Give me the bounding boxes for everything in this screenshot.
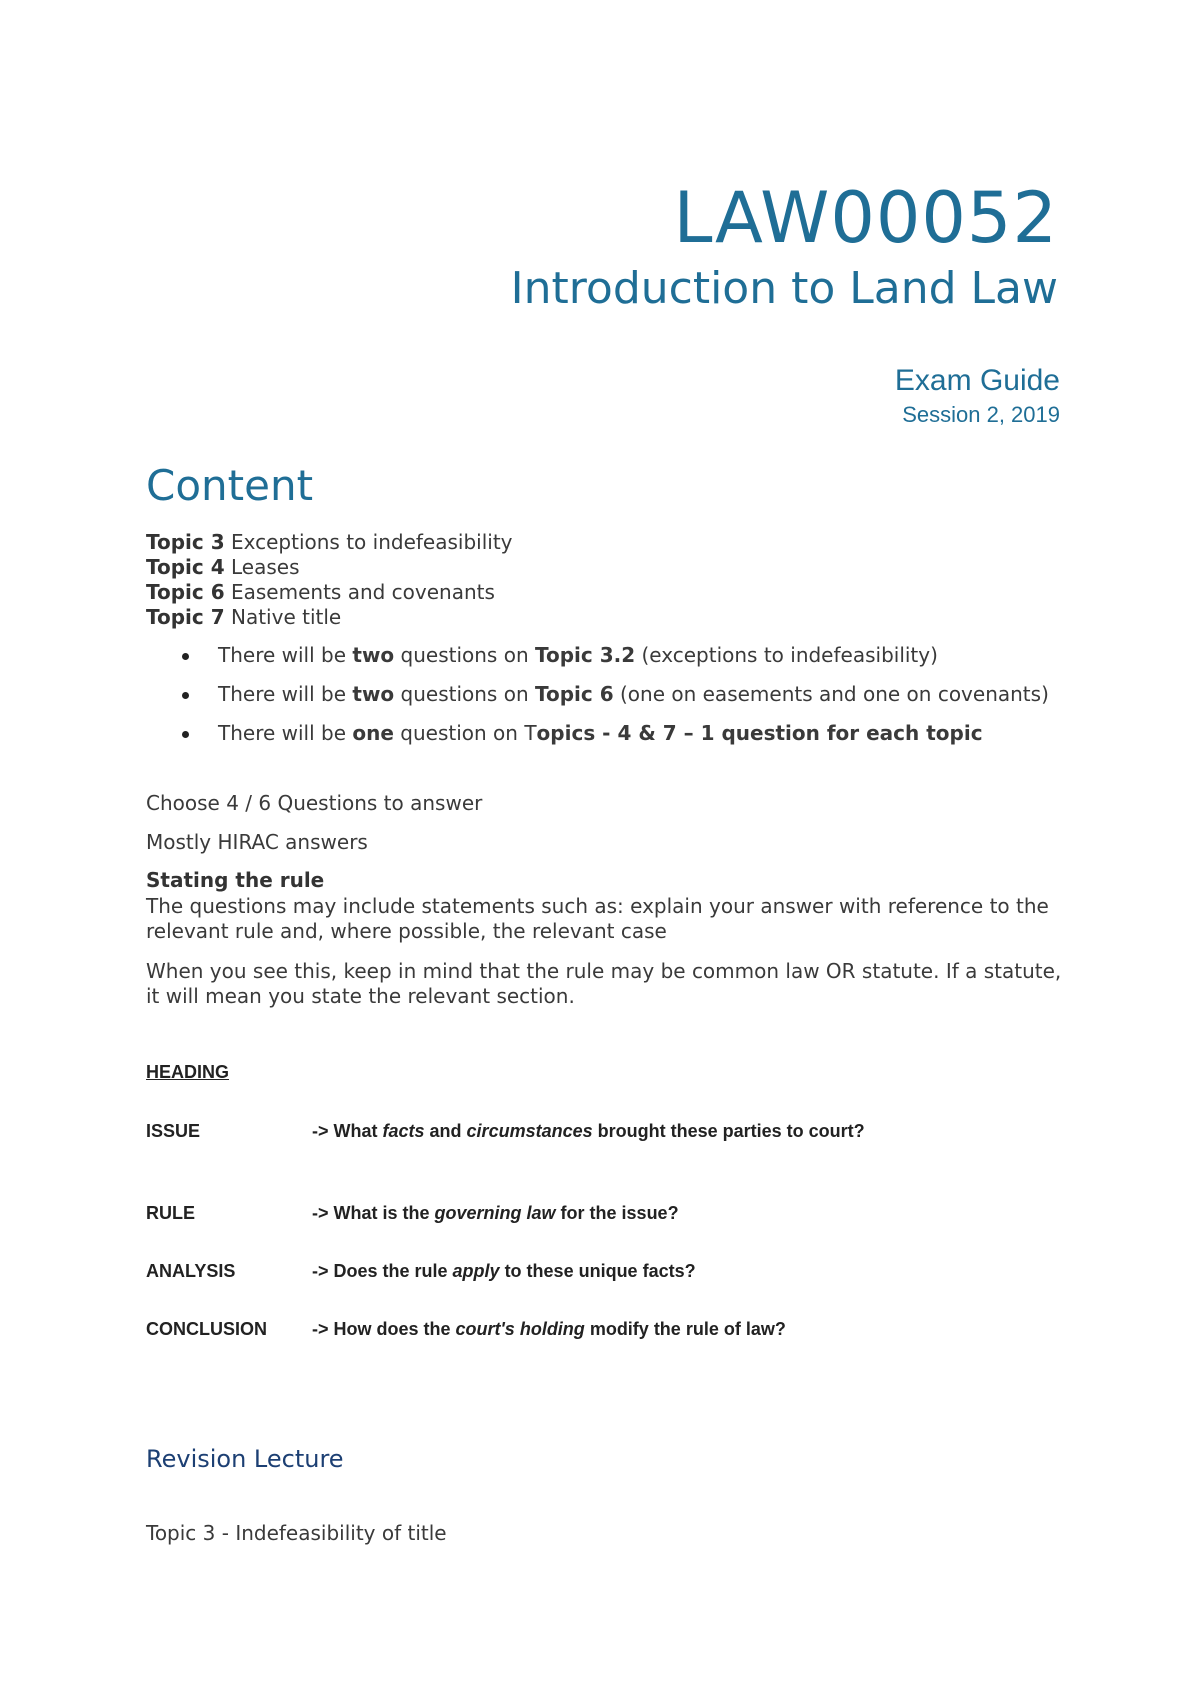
course-title: Introduction to Land Law — [510, 263, 1058, 314]
exam-bullet-list — [146, 643, 1066, 760]
topic-text: Leases — [224, 555, 300, 579]
bullet-bold: Topic 6 — [534, 682, 614, 706]
revision-lecture-heading: Revision Lecture — [146, 1445, 344, 1473]
topic-item — [146, 580, 513, 605]
hirac-text: -> What is the — [312, 1203, 435, 1223]
bullet-item — [146, 682, 1066, 707]
stating-rule-heading: Stating the rule — [146, 868, 325, 892]
bullet-text: (exceptions to indefeasibility) — [635, 643, 938, 667]
topic-label: Topic 3 — [146, 530, 225, 554]
topic-item — [146, 555, 513, 580]
topic-text: Native title — [224, 605, 342, 629]
bullet-bold: one — [352, 721, 394, 745]
revision-topic: Topic 3 - Indefeasibility of title — [146, 1521, 447, 1545]
rule-paragraph: When you see this, keep in mind that the rule may be common law OR statute. If a statute, it will mean you state the relevant section. — [146, 959, 1062, 1008]
hirac-heading: HEADING — [146, 1062, 230, 1082]
bullet-text: questions on — [394, 643, 535, 667]
guide-title: Exam Guide — [894, 364, 1060, 397]
hirac-description — [312, 1201, 892, 1225]
bullet-text: There will be — [218, 721, 353, 745]
content-heading: Content — [146, 461, 314, 510]
hirac-label: CONCLUSION — [146, 1319, 267, 1339]
hirac-description — [312, 1119, 892, 1143]
topic-label: Topic 4 — [146, 555, 225, 579]
choose-text: Choose 4 / 6 Questions to answer — [146, 791, 483, 815]
mostly-text: Mostly HIRAC answers — [146, 830, 368, 854]
hirac-text: -> What — [312, 1121, 383, 1141]
hirac-emphasis: circumstances — [466, 1121, 593, 1141]
rule-paragraph: The questions may include statements such as: explain your answer with reference to the relevant rule and, where possible, the relevant case — [146, 894, 1049, 943]
bullet-icon — [182, 692, 189, 699]
hirac-emphasis: facts — [382, 1121, 425, 1141]
topic-text: Exceptions to indefeasibility — [224, 530, 513, 554]
hirac-description — [312, 1317, 892, 1341]
bullet-item — [146, 721, 1066, 746]
hirac-text: modify the rule of law? — [584, 1319, 786, 1339]
bullet-icon — [182, 731, 189, 738]
hirac-text: for the issue? — [555, 1203, 679, 1223]
hirac-emphasis: court's holding — [455, 1319, 585, 1339]
hirac-emphasis: governing law — [434, 1203, 556, 1223]
hirac-label: ANALYSIS — [146, 1261, 236, 1281]
hirac-description — [312, 1259, 892, 1283]
topic-item — [146, 530, 513, 555]
topic-item — [146, 605, 513, 630]
hirac-label: ISSUE — [146, 1121, 201, 1141]
bullet-text: (one on easements and one on covenants) — [613, 682, 1049, 706]
bullet-text: There will be — [218, 682, 353, 706]
hirac-label: RULE — [146, 1203, 195, 1223]
hirac-text: -> How does the — [312, 1319, 456, 1339]
topic-label: Topic 7 — [146, 605, 225, 629]
bullet-bold: Topic 3.2 — [534, 643, 636, 667]
course-code: LAW00052 — [673, 177, 1058, 259]
hirac-text: to these unique facts? — [499, 1261, 696, 1281]
topic-label: Topic 6 — [146, 580, 225, 604]
topic-list — [146, 530, 513, 630]
topic-text: Easements and covenants — [224, 580, 495, 604]
bullet-bold: two — [352, 682, 395, 706]
bullet-icon — [182, 653, 189, 660]
hirac-text: and — [424, 1121, 467, 1141]
bullet-bold: two — [352, 643, 395, 667]
hirac-text: brought these parties to court? — [592, 1121, 865, 1141]
session-label: Session 2, 2019 — [902, 402, 1060, 427]
hirac-text: -> Does the rule — [312, 1261, 453, 1281]
bullet-text: There will be — [218, 643, 353, 667]
bullet-item — [146, 643, 1066, 668]
bullet-bold: opics - 4 & 7 – 1 question for each topic — [536, 721, 983, 745]
bullet-text: questions on — [394, 682, 535, 706]
hirac-emphasis: apply — [452, 1261, 500, 1281]
bullet-text: question on T — [393, 721, 537, 745]
